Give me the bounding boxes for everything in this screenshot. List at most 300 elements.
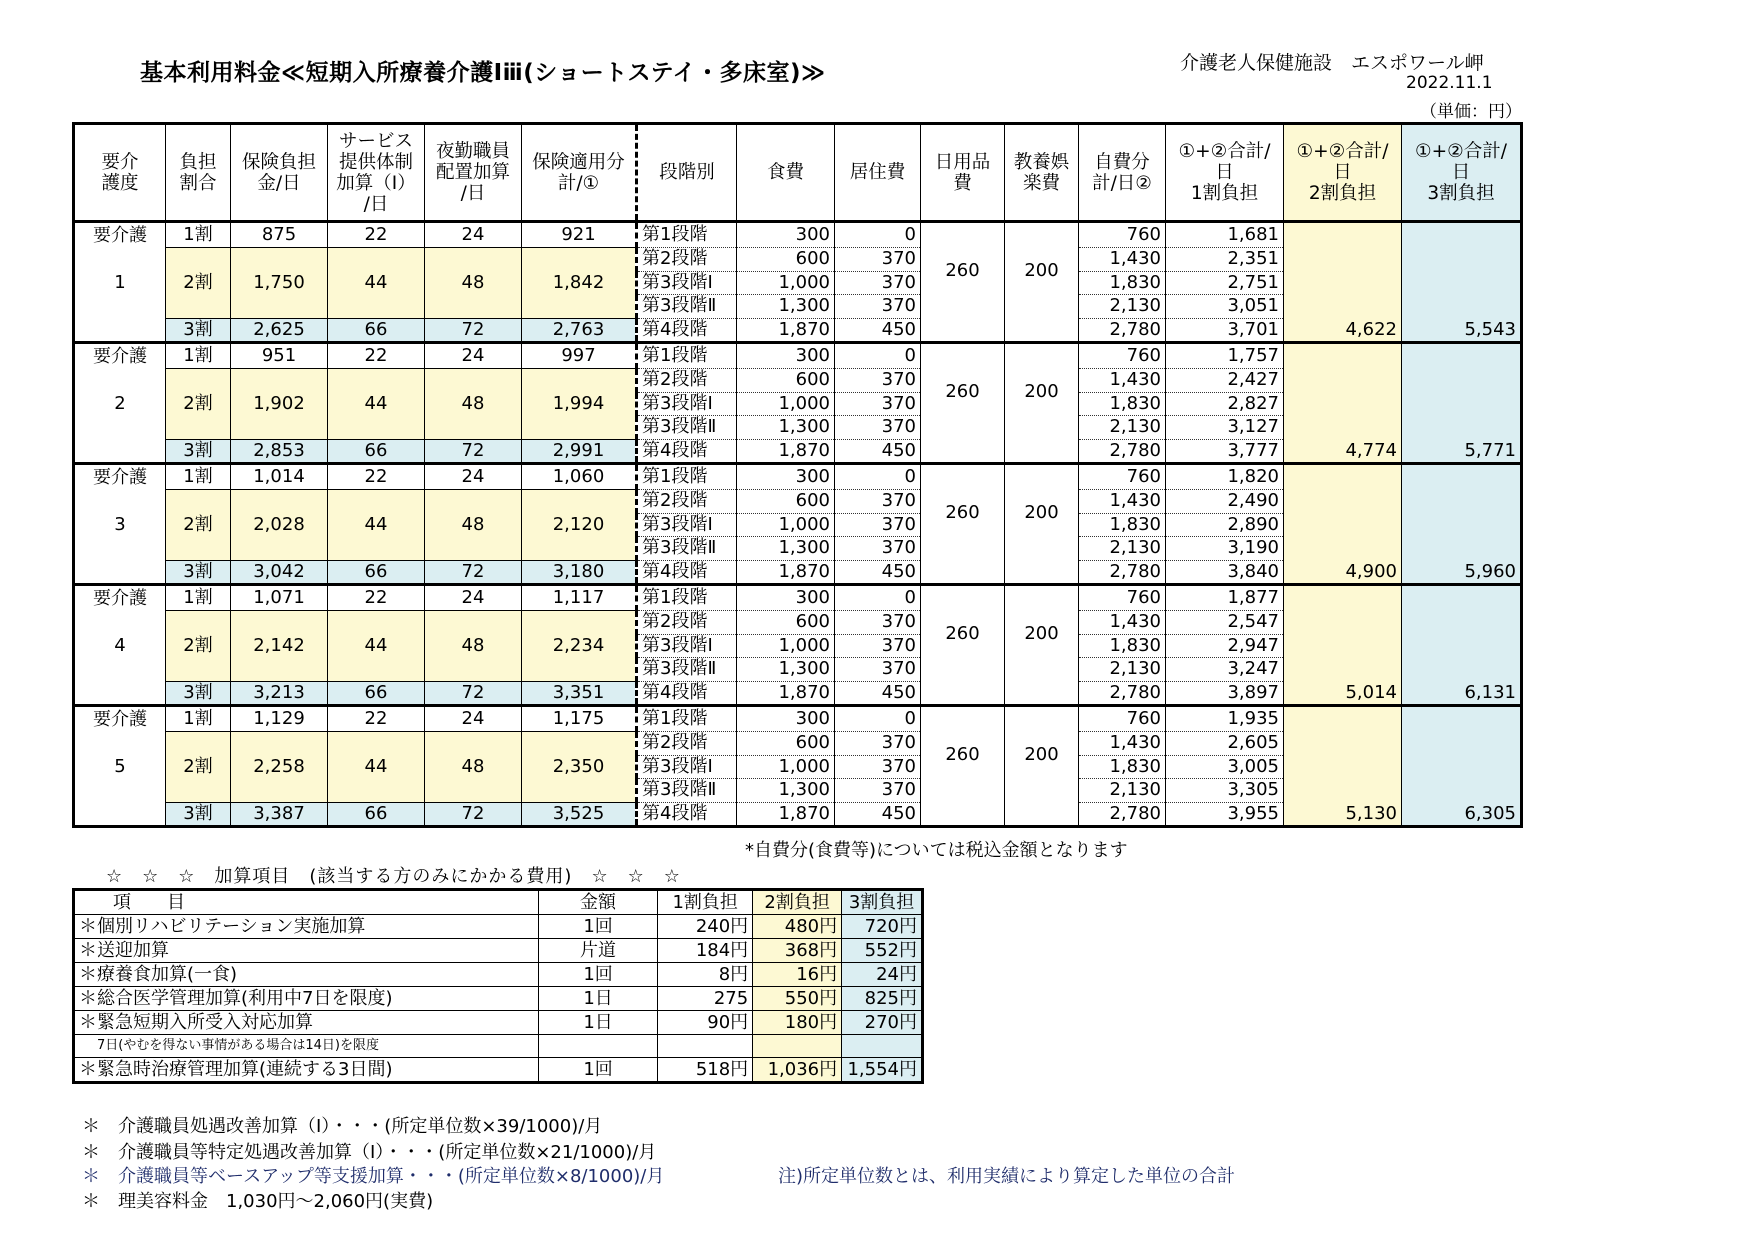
culture-cell: 200 xyxy=(1005,464,1079,561)
residence-cell: 450 xyxy=(835,681,921,706)
total2-cell: 5,014 xyxy=(1284,681,1402,706)
culture-cell: 200 xyxy=(1005,222,1079,319)
total3-spacer xyxy=(1402,658,1522,682)
residence-cell: 370 xyxy=(835,513,921,537)
residence-cell: 370 xyxy=(835,416,921,440)
total3-spacer xyxy=(1402,585,1522,611)
night-cell: 24 xyxy=(425,706,522,732)
food-cell: 1,870 xyxy=(737,560,835,585)
total1-cell: 2,947 xyxy=(1166,634,1284,658)
total2-cell: 4,622 xyxy=(1284,318,1402,343)
total3-spacer xyxy=(1402,343,1522,369)
header-service: サービス 提供体制 加算（Ⅰ） /日 xyxy=(328,124,425,222)
care-level-spacer xyxy=(74,318,166,343)
night-cell: 48 xyxy=(425,248,522,319)
total2-spacer xyxy=(1284,369,1402,393)
subtotal1-cell: 1,842 xyxy=(522,248,637,319)
stage-cell: 第2段階 xyxy=(637,490,737,514)
total2-spacer xyxy=(1284,343,1402,369)
self-total-cell: 760 xyxy=(1079,343,1166,369)
residence-cell: 0 xyxy=(835,706,921,732)
residence-cell: 370 xyxy=(835,537,921,561)
total2-cell: 5,130 xyxy=(1284,802,1402,827)
total1-cell: 2,751 xyxy=(1166,271,1284,295)
total2-cell: 4,900 xyxy=(1284,560,1402,585)
total2-spacer xyxy=(1284,392,1402,416)
addition-unit: 1日 xyxy=(538,1011,657,1035)
addition-unit: 1回 xyxy=(538,1058,657,1083)
care-level-spacer xyxy=(74,560,166,585)
service-cell: 22 xyxy=(328,585,425,611)
self-total-cell: 2,130 xyxy=(1079,537,1166,561)
stage-cell: 第2段階 xyxy=(637,248,737,272)
total3-spacer xyxy=(1402,634,1522,658)
night-cell: 72 xyxy=(425,681,522,706)
total3-cell: 6,305 xyxy=(1402,802,1522,827)
self-total-cell: 2,130 xyxy=(1079,295,1166,319)
total2-spacer xyxy=(1284,755,1402,779)
insurance-cell: 2,258 xyxy=(231,732,328,803)
table-row xyxy=(74,802,1522,827)
total2-spacer xyxy=(1284,513,1402,537)
unit-label: （単価：円） xyxy=(1420,102,1522,122)
ratio-cell: 1割 xyxy=(166,343,231,369)
stage-cell: 第3段階Ⅱ xyxy=(637,537,737,561)
header-residence: 居住費 xyxy=(835,124,921,222)
food-cell: 1,000 xyxy=(737,271,835,295)
service-cell: 44 xyxy=(328,248,425,319)
culture-spacer xyxy=(1005,802,1079,827)
food-cell: 300 xyxy=(737,343,835,369)
addition-r3 xyxy=(842,1035,923,1058)
daily-goods-cell: 260 xyxy=(921,585,1005,682)
residence-cell: 370 xyxy=(835,634,921,658)
additions-table xyxy=(72,888,924,1084)
total2-spacer xyxy=(1284,585,1402,611)
table-row xyxy=(74,464,1522,490)
residence-cell: 370 xyxy=(835,779,921,803)
addition-item: ＊個別リハビリテーション実施加算 xyxy=(74,915,539,939)
self-total-cell: 1,830 xyxy=(1079,392,1166,416)
total2-spacer xyxy=(1284,706,1402,732)
total3-spacer xyxy=(1402,732,1522,756)
self-total-cell: 1,830 xyxy=(1079,634,1166,658)
ratio-cell: 2割 xyxy=(166,248,231,319)
addition-item: ＊緊急時治療管理加算(連続する3日間) xyxy=(74,1058,539,1083)
total3-spacer xyxy=(1402,779,1522,803)
addition-r1: 518円 xyxy=(658,1058,753,1083)
total2-spacer xyxy=(1284,271,1402,295)
total2-spacer xyxy=(1284,658,1402,682)
care-level-label: 要介護 xyxy=(74,706,166,732)
header-care-level: 要介 護度 xyxy=(74,124,166,222)
total1-cell: 1,877 xyxy=(1166,585,1284,611)
addition-r2 xyxy=(753,1035,842,1058)
stage-cell: 第3段階Ⅱ xyxy=(637,295,737,319)
total1-cell: 3,305 xyxy=(1166,779,1284,803)
header-ratio: 負担 割合 xyxy=(166,124,231,222)
self-total-cell: 760 xyxy=(1079,464,1166,490)
stage-cell: 第3段階Ⅰ xyxy=(637,513,737,537)
residence-cell: 370 xyxy=(835,295,921,319)
total3-spacer xyxy=(1402,490,1522,514)
subtotal1-cell: 2,350 xyxy=(522,732,637,803)
addition-r3: 720円 xyxy=(842,915,923,939)
food-cell: 300 xyxy=(737,706,835,732)
addition-r1: 240円 xyxy=(658,915,753,939)
ratio-cell: 1割 xyxy=(166,706,231,732)
service-cell: 66 xyxy=(328,318,425,343)
daily-goods-spacer xyxy=(921,560,1005,585)
table-row xyxy=(74,706,1522,732)
subtotal1-cell: 997 xyxy=(522,343,637,369)
food-cell: 1,000 xyxy=(737,634,835,658)
self-total-cell: 2,130 xyxy=(1079,779,1166,803)
additions-header-r3: 3割負担 xyxy=(842,890,923,915)
total3-spacer xyxy=(1402,416,1522,440)
total1-cell: 3,701 xyxy=(1166,318,1284,343)
addition-item: ＊療養食加算(一食) xyxy=(74,963,539,987)
service-cell: 66 xyxy=(328,439,425,464)
stage-cell: 第3段階Ⅰ xyxy=(637,271,737,295)
self-total-cell: 1,430 xyxy=(1079,732,1166,756)
care-level-spacer xyxy=(74,802,166,827)
additions-header-r1: 1割負担 xyxy=(658,890,753,915)
care-level-number: 5 xyxy=(74,732,166,803)
night-cell: 24 xyxy=(425,343,522,369)
ratio-cell: 3割 xyxy=(166,439,231,464)
table-row xyxy=(74,560,1522,585)
total3-spacer xyxy=(1402,611,1522,635)
total3-spacer xyxy=(1402,755,1522,779)
subtotal1-cell: 3,180 xyxy=(522,560,637,585)
header-subtotal1: 保険適用分 計/① xyxy=(522,124,637,222)
service-cell: 22 xyxy=(328,464,425,490)
residence-cell: 370 xyxy=(835,248,921,272)
total3-cell: 5,960 xyxy=(1402,560,1522,585)
daily-goods-spacer xyxy=(921,439,1005,464)
insurance-cell: 3,213 xyxy=(231,681,328,706)
header-self: 自費分 計/日② xyxy=(1079,124,1166,222)
care-level-label: 要介護 xyxy=(74,585,166,611)
addition-item: ＊総合医学管理加算(利用中7日を限度) xyxy=(74,987,539,1011)
food-cell: 1,300 xyxy=(737,779,835,803)
addition-r3: 270円 xyxy=(842,1011,923,1035)
table-row xyxy=(74,343,1522,369)
additions-header-item: 項 目 xyxy=(74,890,539,915)
total1-cell: 2,351 xyxy=(1166,248,1284,272)
food-cell: 600 xyxy=(737,732,835,756)
residence-cell: 370 xyxy=(835,490,921,514)
stage-cell: 第4段階 xyxy=(637,318,737,343)
food-cell: 1,870 xyxy=(737,318,835,343)
subtotal1-cell: 1,117 xyxy=(522,585,637,611)
night-cell: 48 xyxy=(425,369,522,440)
total2-spacer xyxy=(1284,779,1402,803)
self-total-cell: 1,830 xyxy=(1079,513,1166,537)
insurance-cell: 1,750 xyxy=(231,248,328,319)
additions-row xyxy=(74,939,923,963)
total1-cell: 1,681 xyxy=(1166,222,1284,248)
culture-spacer xyxy=(1005,439,1079,464)
night-cell: 72 xyxy=(425,802,522,827)
stage-cell: 第4段階 xyxy=(637,439,737,464)
ratio-cell: 1割 xyxy=(166,464,231,490)
footnote-beauty-fee: ＊ 理美容料金 1,030円～2,060円(実費) xyxy=(82,1191,434,1212)
total3-spacer xyxy=(1402,513,1522,537)
culture-spacer xyxy=(1005,318,1079,343)
table-row xyxy=(74,585,1522,611)
addition-r1: 275 xyxy=(658,987,753,1011)
additions-row xyxy=(74,915,923,939)
additions-header-row xyxy=(74,890,923,915)
total1-cell: 2,827 xyxy=(1166,392,1284,416)
addition-r3: 825円 xyxy=(842,987,923,1011)
night-cell: 72 xyxy=(425,439,522,464)
table-row xyxy=(74,681,1522,706)
total1-cell: 3,955 xyxy=(1166,802,1284,827)
residence-cell: 370 xyxy=(835,732,921,756)
total3-spacer xyxy=(1402,464,1522,490)
total2-spacer xyxy=(1284,537,1402,561)
residence-cell: 370 xyxy=(835,369,921,393)
total2-spacer xyxy=(1284,611,1402,635)
table-row xyxy=(74,490,1522,514)
stage-cell: 第1段階 xyxy=(637,464,737,490)
additions-header-r2: 2割負担 xyxy=(753,890,842,915)
residence-cell: 0 xyxy=(835,464,921,490)
insurance-cell: 2,625 xyxy=(231,318,328,343)
residence-cell: 450 xyxy=(835,439,921,464)
stage-cell: 第1段階 xyxy=(637,222,737,248)
stage-cell: 第1段階 xyxy=(637,706,737,732)
subtotal1-cell: 1,175 xyxy=(522,706,637,732)
service-cell: 44 xyxy=(328,732,425,803)
page-title: 基本利用料金≪短期入所療養介護Ⅰⅲ(ショートステイ・多床室)≫ xyxy=(140,60,826,86)
table-row xyxy=(74,611,1522,635)
footnote-units-note: 注)所定単位数とは、利用実績により算定した単位の合計 xyxy=(778,1166,1236,1187)
night-cell: 24 xyxy=(425,585,522,611)
daily-goods-cell: 260 xyxy=(921,464,1005,561)
self-total-cell: 1,830 xyxy=(1079,271,1166,295)
total2-spacer xyxy=(1284,634,1402,658)
self-total-cell: 760 xyxy=(1079,222,1166,248)
self-total-cell: 1,430 xyxy=(1079,369,1166,393)
stage-cell: 第4段階 xyxy=(637,802,737,827)
daily-goods-cell: 260 xyxy=(921,343,1005,440)
self-total-cell: 2,130 xyxy=(1079,658,1166,682)
addition-r2: 550円 xyxy=(753,987,842,1011)
stage-cell: 第4段階 xyxy=(637,681,737,706)
addition-unit: 1回 xyxy=(538,915,657,939)
service-cell: 22 xyxy=(328,222,425,248)
total3-spacer xyxy=(1402,222,1522,248)
service-cell: 66 xyxy=(328,802,425,827)
total1-cell: 3,127 xyxy=(1166,416,1284,440)
subtotal1-cell: 2,120 xyxy=(522,490,637,561)
food-cell: 1,300 xyxy=(737,416,835,440)
stage-cell: 第3段階Ⅰ xyxy=(637,755,737,779)
service-cell: 66 xyxy=(328,560,425,585)
total2-spacer xyxy=(1284,295,1402,319)
additions-row xyxy=(74,987,923,1011)
ratio-cell: 1割 xyxy=(166,222,231,248)
food-cell: 1,300 xyxy=(737,658,835,682)
insurance-cell: 1,902 xyxy=(231,369,328,440)
food-cell: 600 xyxy=(737,248,835,272)
night-cell: 72 xyxy=(425,560,522,585)
footnote-baseup: ＊ 介護職員等ベースアップ等支援加算・・・(所定単位数×8/1000)/月 xyxy=(82,1166,665,1187)
ratio-cell: 2割 xyxy=(166,369,231,440)
self-total-cell: 2,780 xyxy=(1079,318,1166,343)
header-culture: 教養娯 楽費 xyxy=(1005,124,1079,222)
self-total-cell: 1,830 xyxy=(1079,755,1166,779)
culture-cell: 200 xyxy=(1005,343,1079,440)
issue-date: 2022.11.1 xyxy=(1406,73,1493,93)
self-total-cell: 2,780 xyxy=(1079,439,1166,464)
total3-spacer xyxy=(1402,369,1522,393)
total3-spacer xyxy=(1402,392,1522,416)
table-row xyxy=(74,318,1522,343)
addition-r2: 16円 xyxy=(753,963,842,987)
addition-r3: 24円 xyxy=(842,963,923,987)
addition-r2: 1,036円 xyxy=(753,1058,842,1083)
header-total3: ①+②合計/ 日 3割負担 xyxy=(1402,124,1522,222)
stage-cell: 第3段階Ⅰ xyxy=(637,634,737,658)
daily-goods-spacer xyxy=(921,802,1005,827)
subtotal1-cell: 3,351 xyxy=(522,681,637,706)
insurance-cell: 3,387 xyxy=(231,802,328,827)
table-header-row xyxy=(74,124,1522,222)
header-night: 夜勤職員 配置加算 /日 xyxy=(425,124,522,222)
insurance-cell: 1,071 xyxy=(231,585,328,611)
total1-cell: 1,757 xyxy=(1166,343,1284,369)
additions-table-body xyxy=(74,890,923,1083)
total1-cell: 2,890 xyxy=(1166,513,1284,537)
residence-cell: 370 xyxy=(835,755,921,779)
insurance-cell: 875 xyxy=(231,222,328,248)
residence-cell: 0 xyxy=(835,343,921,369)
food-cell: 1,870 xyxy=(737,681,835,706)
total1-cell: 3,051 xyxy=(1166,295,1284,319)
total2-spacer xyxy=(1284,464,1402,490)
ratio-cell: 3割 xyxy=(166,560,231,585)
ratio-cell: 1割 xyxy=(166,585,231,611)
self-total-cell: 2,130 xyxy=(1079,416,1166,440)
total3-cell: 5,543 xyxy=(1402,318,1522,343)
subtotal1-cell: 1,994 xyxy=(522,369,637,440)
insurance-cell: 951 xyxy=(231,343,328,369)
footnote-specific-improvement: ＊ 介護職員等特定処遇改善加算（Ⅰ）・・・(所定単位数×21/1000)/月 xyxy=(82,1142,657,1163)
food-cell: 300 xyxy=(737,585,835,611)
daily-goods-spacer xyxy=(921,318,1005,343)
food-cell: 1,000 xyxy=(737,513,835,537)
food-cell: 300 xyxy=(737,464,835,490)
addition-item: ＊送迎加算 xyxy=(74,939,539,963)
total1-cell: 3,190 xyxy=(1166,537,1284,561)
total2-spacer xyxy=(1284,416,1402,440)
table-row xyxy=(74,439,1522,464)
care-level-spacer xyxy=(74,439,166,464)
total3-spacer xyxy=(1402,537,1522,561)
additions-title: ☆ ☆ ☆ 加算項目 (該当する方のみにかかる費用) ☆ ☆ ☆ xyxy=(106,866,681,887)
fee-table xyxy=(72,122,1523,828)
night-cell: 72 xyxy=(425,318,522,343)
subtotal1-cell: 2,991 xyxy=(522,439,637,464)
total3-cell: 5,771 xyxy=(1402,439,1522,464)
self-total-cell: 1,430 xyxy=(1079,611,1166,635)
header-insurance: 保険負担 金/日 xyxy=(231,124,328,222)
total1-cell: 2,427 xyxy=(1166,369,1284,393)
stage-cell: 第4段階 xyxy=(637,560,737,585)
subtotal1-cell: 921 xyxy=(522,222,637,248)
total3-spacer xyxy=(1402,248,1522,272)
residence-cell: 370 xyxy=(835,392,921,416)
additions-row xyxy=(74,1011,923,1035)
residence-cell: 370 xyxy=(835,271,921,295)
facility-name: 介護老人保健施設 エスポワール岬 xyxy=(1180,52,1484,74)
total1-cell: 3,005 xyxy=(1166,755,1284,779)
service-cell: 22 xyxy=(328,343,425,369)
header-total1: ①+②合計/ 日 1割負担 xyxy=(1166,124,1284,222)
stage-cell: 第3段階Ⅰ xyxy=(637,392,737,416)
residence-cell: 370 xyxy=(835,611,921,635)
total2-cell: 4,774 xyxy=(1284,439,1402,464)
addition-unit xyxy=(538,1035,657,1058)
total1-cell: 1,935 xyxy=(1166,706,1284,732)
food-cell: 1,870 xyxy=(737,439,835,464)
addition-r1: 8円 xyxy=(658,963,753,987)
addition-r1 xyxy=(658,1035,753,1058)
table-row xyxy=(74,248,1522,272)
food-cell: 1,300 xyxy=(737,537,835,561)
addition-r1: 184円 xyxy=(658,939,753,963)
fee-table-body xyxy=(74,222,1522,827)
total2-spacer xyxy=(1284,732,1402,756)
self-total-cell: 2,780 xyxy=(1079,681,1166,706)
stage-cell: 第2段階 xyxy=(637,369,737,393)
food-cell: 600 xyxy=(737,611,835,635)
residence-cell: 370 xyxy=(835,658,921,682)
additions-row xyxy=(74,1035,923,1058)
care-level-label: 要介護 xyxy=(74,343,166,369)
addition-r3: 552円 xyxy=(842,939,923,963)
insurance-cell: 1,129 xyxy=(231,706,328,732)
additions-row xyxy=(74,963,923,987)
insurance-cell: 2,142 xyxy=(231,611,328,682)
night-cell: 48 xyxy=(425,611,522,682)
addition-item: 7日(やむを得ない事情がある場合は14日)を限度 xyxy=(74,1035,539,1058)
total2-spacer xyxy=(1284,490,1402,514)
header-total2: ①+②合計/ 日 2割負担 xyxy=(1284,124,1402,222)
care-level-label: 要介護 xyxy=(74,464,166,490)
stage-cell: 第2段階 xyxy=(637,732,737,756)
service-cell: 44 xyxy=(328,611,425,682)
stage-cell: 第2段階 xyxy=(637,611,737,635)
total1-cell: 3,897 xyxy=(1166,681,1284,706)
daily-goods-cell: 260 xyxy=(921,222,1005,319)
subtotal1-cell: 2,234 xyxy=(522,611,637,682)
residence-cell: 450 xyxy=(835,318,921,343)
footnote-treatment-improvement: ＊ 介護職員処遇改善加算（Ⅰ）・・・(所定単位数×39/1000)/月 xyxy=(82,1116,603,1137)
addition-r3: 1,554円 xyxy=(842,1058,923,1083)
night-cell: 24 xyxy=(425,464,522,490)
ratio-cell: 2割 xyxy=(166,611,231,682)
night-cell: 24 xyxy=(425,222,522,248)
addition-unit: 1回 xyxy=(538,963,657,987)
food-cell: 600 xyxy=(737,369,835,393)
total2-spacer xyxy=(1284,248,1402,272)
